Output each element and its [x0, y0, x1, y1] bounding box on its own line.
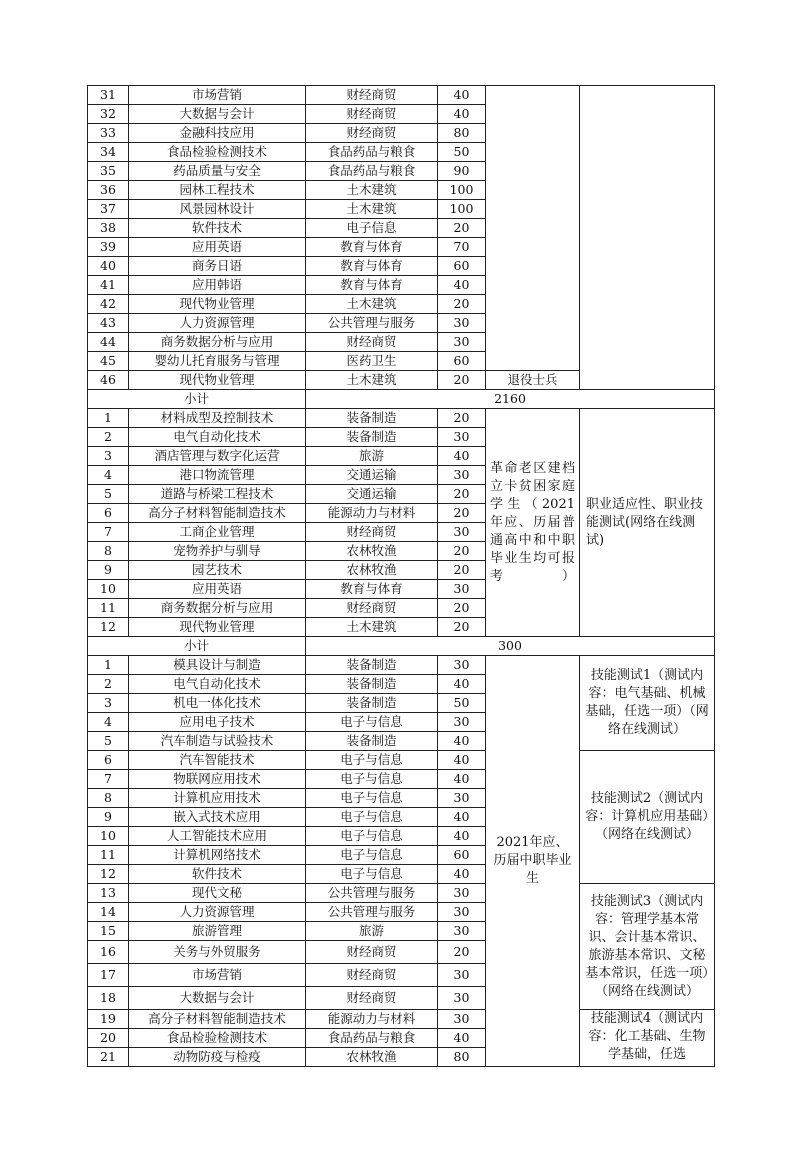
major-category: 装备制造: [306, 675, 438, 694]
row-number: 41: [88, 276, 129, 295]
major-name: 嵌入式技术应用: [129, 808, 306, 827]
enrollment-count: 80: [438, 1048, 486, 1067]
enrollment-count: 30: [438, 964, 486, 987]
major-name: 汽车智能技术: [129, 751, 306, 770]
major-category: 装备制造: [306, 732, 438, 751]
row-number: 1: [88, 656, 129, 675]
enrollment-count: 40: [438, 770, 486, 789]
enrollment-count: 20: [438, 485, 486, 504]
row-number: 8: [88, 789, 129, 808]
major-name: 电气自动化技术: [129, 428, 306, 447]
major-name: 应用英语: [129, 238, 306, 257]
row-number: 13: [88, 884, 129, 903]
enrollment-count: 20: [438, 219, 486, 238]
row-number: 11: [88, 599, 129, 618]
row-number: 9: [88, 561, 129, 580]
row-number: 2: [88, 675, 129, 694]
major-category: 财经商贸: [306, 964, 438, 987]
enrollment-count: 20: [438, 618, 486, 637]
major-category: 公共管理与服务: [306, 314, 438, 333]
row-number: 42: [88, 295, 129, 314]
subtotal-row: [88, 637, 715, 656]
row-number: 43: [88, 314, 129, 333]
enrollment-count: 50: [438, 143, 486, 162]
major-category: 教育与体育: [306, 580, 438, 599]
row-number: 10: [88, 580, 129, 599]
row-number: 32: [88, 105, 129, 124]
enrollment-count: 20: [438, 371, 486, 390]
enrollment-count: 60: [438, 352, 486, 371]
major-category: 财经商贸: [306, 941, 438, 964]
major-name: 市场营销: [129, 964, 306, 987]
row-number: 21: [88, 1048, 129, 1067]
major-name: 大数据与会计: [129, 987, 306, 1010]
major-category: 食品药品与粮食: [306, 1029, 438, 1048]
major-name: 应用韩语: [129, 276, 306, 295]
skill-test-cell: 技能测试1（测试内容：电气基础、机械基础，任选一项）（网络在线测试）: [580, 656, 715, 751]
major-category: 电子与信息: [306, 865, 438, 884]
row-number: 2: [88, 428, 129, 447]
major-name: 关务与外贸服务: [129, 941, 306, 964]
major-name: 食品检验检测技术: [129, 143, 306, 162]
enrollment-count: 20: [438, 599, 486, 618]
major-name: 计算机网络技术: [129, 846, 306, 865]
major-name: 计算机应用技术: [129, 789, 306, 808]
major-name: 人力资源管理: [129, 903, 306, 922]
major-category: 旅游: [306, 922, 438, 941]
enrollment-count: 20: [438, 504, 486, 523]
enrollment-count: 30: [438, 1010, 486, 1029]
major-name: 人工智能技术应用: [129, 827, 306, 846]
major-name: 商务数据分析与应用: [129, 599, 306, 618]
table-row: [88, 884, 715, 903]
major-name: 应用电子技术: [129, 713, 306, 732]
enrollment-count: 20: [438, 941, 486, 964]
row-number: 14: [88, 903, 129, 922]
major-name: 商务日语: [129, 257, 306, 276]
row-number: 16: [88, 941, 129, 964]
enrollment-table: [87, 85, 715, 1067]
subtotal-row: [88, 390, 715, 409]
row-number: 12: [88, 618, 129, 637]
major-category: 土木建筑: [306, 295, 438, 314]
major-name: 软件技术: [129, 219, 306, 238]
major-category: 土木建筑: [306, 371, 438, 390]
major-name: 旅游管理: [129, 922, 306, 941]
row-number: 46: [88, 371, 129, 390]
row-number: 12: [88, 865, 129, 884]
major-category: 交通运输: [306, 466, 438, 485]
row-number: 1: [88, 409, 129, 428]
row-number: 3: [88, 447, 129, 466]
target-group-cell: [486, 86, 580, 371]
enrollment-count: 30: [438, 922, 486, 941]
major-name: 电气自动化技术: [129, 675, 306, 694]
major-name: 园林工程技术: [129, 181, 306, 200]
table-row: [88, 751, 715, 770]
major-category: 财经商贸: [306, 333, 438, 352]
major-category: 土木建筑: [306, 200, 438, 219]
major-category: 食品药品与粮食: [306, 162, 438, 181]
major-category: 电子与信息: [306, 827, 438, 846]
enrollment-count: 30: [438, 333, 486, 352]
major-name: 风景园林设计: [129, 200, 306, 219]
enrollment-count: 40: [438, 751, 486, 770]
table-row: [88, 409, 715, 428]
row-number: 18: [88, 987, 129, 1010]
enrollment-count: 50: [438, 694, 486, 713]
enrollment-count: 30: [438, 428, 486, 447]
major-name: 道路与桥梁工程技术: [129, 485, 306, 504]
major-category: 教育与体育: [306, 238, 438, 257]
major-category: 财经商贸: [306, 987, 438, 1010]
major-category: 电子与信息: [306, 846, 438, 865]
major-category: 农林牧渔: [306, 1048, 438, 1067]
major-name: 物联网应用技术: [129, 770, 306, 789]
row-number: 6: [88, 751, 129, 770]
row-number: 20: [88, 1029, 129, 1048]
major-name: 港口物流管理: [129, 466, 306, 485]
row-number: 35: [88, 162, 129, 181]
enrollment-count: 40: [438, 808, 486, 827]
enrollment-count: 40: [438, 675, 486, 694]
enrollment-count: 30: [438, 656, 486, 675]
major-category: 电子与信息: [306, 770, 438, 789]
row-number: 40: [88, 257, 129, 276]
major-category: 土木建筑: [306, 181, 438, 200]
major-category: 电子与信息: [306, 713, 438, 732]
enrollment-count: 30: [438, 466, 486, 485]
major-category: 公共管理与服务: [306, 903, 438, 922]
major-name: 汽车制造与试验技术: [129, 732, 306, 751]
major-name: 模具设计与制造: [129, 656, 306, 675]
exam-method-cell: 职业适应性、职业技能测试(网络在线测试): [580, 409, 715, 637]
row-number: 11: [88, 846, 129, 865]
major-name: 市场营销: [129, 86, 306, 105]
row-number: 4: [88, 713, 129, 732]
major-category: 电子与信息: [306, 808, 438, 827]
major-name: 现代文秘: [129, 884, 306, 903]
row-number: 15: [88, 922, 129, 941]
enrollment-count: 40: [438, 447, 486, 466]
exam-method-cell: [580, 86, 715, 390]
major-category: 装备制造: [306, 409, 438, 428]
major-name: 金融科技应用: [129, 124, 306, 143]
enrollment-count: 20: [438, 295, 486, 314]
skill-test-cell: 技能测试2（测试内容：计算机应用基础）（网络在线测试）: [580, 751, 715, 884]
row-number: 7: [88, 523, 129, 542]
major-category: 教育与体育: [306, 257, 438, 276]
subtotal-label: 小计: [88, 637, 306, 656]
enrollment-count: 30: [438, 580, 486, 599]
row-number: 7: [88, 770, 129, 789]
major-name: 材料成型及控制技术: [129, 409, 306, 428]
enrollment-count: 80: [438, 124, 486, 143]
skill-test-cell: 技能测试3（测试内容：管理学基本常识、会计基本常识、旅游基本常识、文秘基本常识，任选一项）（网络在线测试）: [580, 884, 715, 1010]
subtotal-value: 300: [306, 637, 715, 656]
major-name: 高分子材料智能制造技术: [129, 504, 306, 523]
enrollment-count: 30: [438, 903, 486, 922]
enrollment-count: 40: [438, 1029, 486, 1048]
major-name: 酒店管理与数字化运营: [129, 447, 306, 466]
major-category: 交通运输: [306, 485, 438, 504]
row-number: 3: [88, 694, 129, 713]
enrollment-count: 30: [438, 884, 486, 903]
row-number: 5: [88, 732, 129, 751]
enrollment-count: 30: [438, 713, 486, 732]
major-name: 现代物业管理: [129, 295, 306, 314]
major-category: 农林牧渔: [306, 542, 438, 561]
enrollment-count: 40: [438, 732, 486, 751]
enrollment-count: 20: [438, 542, 486, 561]
enrollment-count: 20: [438, 561, 486, 580]
subtotal-value: 2160: [306, 390, 715, 409]
major-name: 人力资源管理: [129, 314, 306, 333]
major-name: 商务数据分析与应用: [129, 333, 306, 352]
row-number: 37: [88, 200, 129, 219]
row-number: 45: [88, 352, 129, 371]
row-number: 36: [88, 181, 129, 200]
major-category: 电子信息: [306, 219, 438, 238]
major-category: 能源动力与材料: [306, 504, 438, 523]
major-category: 财经商贸: [306, 86, 438, 105]
major-category: 装备制造: [306, 694, 438, 713]
major-name: 食品检验检测技术: [129, 1029, 306, 1048]
row-number: 17: [88, 964, 129, 987]
row-number: 34: [88, 143, 129, 162]
major-name: 动物防疫与检疫: [129, 1048, 306, 1067]
major-category: 公共管理与服务: [306, 884, 438, 903]
table-row: [88, 1010, 715, 1029]
major-category: 教育与体育: [306, 276, 438, 295]
enrollment-count: 40: [438, 86, 486, 105]
target-group-cell: 退役士兵: [486, 371, 580, 390]
major-name: 软件技术: [129, 865, 306, 884]
target-group-cell: 2021年应、历届中职毕业生: [486, 656, 580, 1067]
major-name: 药品质量与安全: [129, 162, 306, 181]
major-category: 财经商贸: [306, 124, 438, 143]
subtotal-label: 小计: [88, 390, 306, 409]
major-name: 宠物养护与驯导: [129, 542, 306, 561]
target-group-cell: 革命老区建档立卡贫困家庭学生（2021年应、历届普通高中和中职毕业生均可报考）: [486, 409, 580, 637]
row-number: 10: [88, 827, 129, 846]
major-category: 旅游: [306, 447, 438, 466]
enrollment-count: 70: [438, 238, 486, 257]
row-number: 39: [88, 238, 129, 257]
row-number: 4: [88, 466, 129, 485]
major-category: 装备制造: [306, 428, 438, 447]
row-number: 5: [88, 485, 129, 504]
row-number: 9: [88, 808, 129, 827]
skill-test-cell: 技能测试4（测试内容：化工基础、生物学基础，任选: [580, 1010, 715, 1067]
major-name: 应用英语: [129, 580, 306, 599]
major-category: 装备制造: [306, 656, 438, 675]
major-name: 大数据与会计: [129, 105, 306, 124]
major-category: 食品药品与粮食: [306, 143, 438, 162]
enrollment-count: 20: [438, 409, 486, 428]
enrollment-count: 90: [438, 162, 486, 181]
major-name: 机电一体化技术: [129, 694, 306, 713]
enrollment-count: 40: [438, 276, 486, 295]
major-category: 农林牧渔: [306, 561, 438, 580]
enrollment-count: 100: [438, 200, 486, 219]
major-name: 园艺技术: [129, 561, 306, 580]
enrollment-count: 60: [438, 257, 486, 276]
enrollment-count: 30: [438, 789, 486, 808]
enrollment-count: 40: [438, 865, 486, 884]
enrollment-count: 30: [438, 523, 486, 542]
major-name: 工商企业管理: [129, 523, 306, 542]
major-category: 财经商贸: [306, 105, 438, 124]
enrollment-count: 100: [438, 181, 486, 200]
enrollment-count: 30: [438, 987, 486, 1010]
row-number: 19: [88, 1010, 129, 1029]
enrollment-count: 40: [438, 827, 486, 846]
row-number: 31: [88, 86, 129, 105]
table-row: [88, 656, 715, 675]
row-number: 6: [88, 504, 129, 523]
major-name: 现代物业管理: [129, 371, 306, 390]
major-category: 医药卫生: [306, 352, 438, 371]
enrollment-count: 30: [438, 314, 486, 333]
row-number: 38: [88, 219, 129, 238]
major-category: 电子与信息: [306, 751, 438, 770]
row-number: 33: [88, 124, 129, 143]
major-name: 高分子材料智能制造技术: [129, 1010, 306, 1029]
major-category: 电子与信息: [306, 789, 438, 808]
major-name: 现代物业管理: [129, 618, 306, 637]
row-number: 44: [88, 333, 129, 352]
enrollment-count: 60: [438, 846, 486, 865]
major-category: 土木建筑: [306, 618, 438, 637]
major-name: 婴幼儿托育服务与管理: [129, 352, 306, 371]
major-category: 财经商贸: [306, 523, 438, 542]
major-category: 财经商贸: [306, 599, 438, 618]
major-category: 能源动力与材料: [306, 1010, 438, 1029]
table-row: [88, 86, 715, 105]
row-number: 8: [88, 542, 129, 561]
enrollment-count: 40: [438, 105, 486, 124]
